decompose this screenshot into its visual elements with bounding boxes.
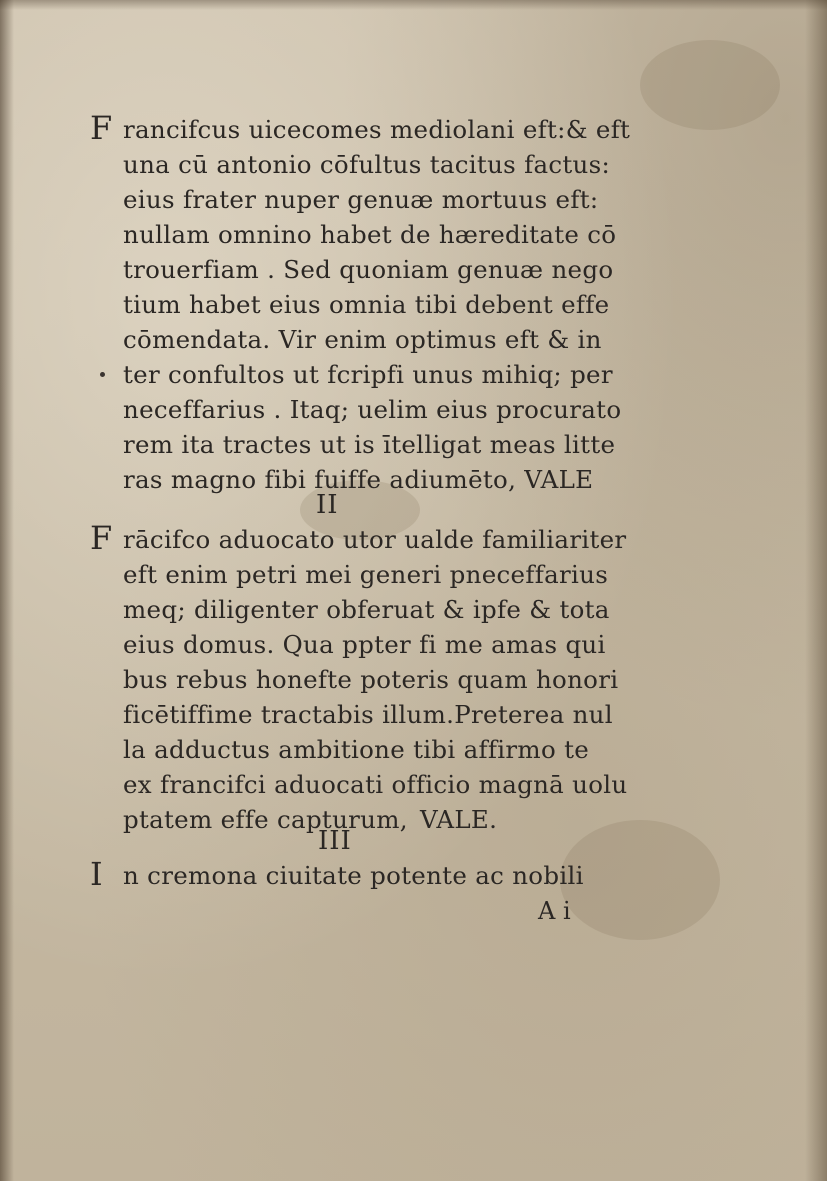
- text-line: tium habet eius omnia tibi debent effe: [123, 290, 610, 319]
- text-line: la adductus ambitione tibi affirmo te: [123, 735, 590, 764]
- text-line: ter confultos ut fcripfi unus mihiq; per: [123, 360, 613, 389]
- text-line: meq; diligenter obferuat & ipfe & tota: [123, 595, 610, 624]
- page-top-shadow: [0, 0, 827, 10]
- drop-initial: I: [90, 855, 103, 893]
- closing-vale: VALE.: [420, 805, 498, 834]
- letter-1: [90, 109, 650, 518]
- text-line: ras magno fibi fuiffe adiumēto, VALE: [123, 465, 594, 494]
- text-line: eius frater nuper genuæ mortuus eft:: [123, 185, 599, 214]
- text-line: ptatem effe capturum,: [123, 805, 408, 834]
- section-numeral: III: [318, 826, 352, 856]
- text-line: eft enim petri mei generi pneceffarius: [123, 560, 609, 589]
- text-line: bus rebus honefte poteris quam honori: [123, 665, 619, 694]
- text-line: ficētiffime tractabis illum.Preterea nul: [123, 700, 613, 729]
- paper-stain: [640, 40, 780, 130]
- ink-mark: [100, 372, 105, 377]
- page-right-shadow: [805, 0, 827, 1181]
- text-line: n cremona ciuitate potente ac nobili: [123, 861, 584, 890]
- drop-initial: F: [90, 519, 113, 557]
- signature-mark: A i: [538, 897, 571, 925]
- text-line: cōmendata. Vir enim optimus eft & in: [123, 325, 602, 354]
- text-line: rem ita tractes ut is ītelligat meas litte: [123, 430, 616, 459]
- text-line: ex francifci aduocati officio magnā uolu: [123, 770, 628, 799]
- text-line: eius domus. Qua ppter fi me amas qui: [123, 630, 606, 659]
- text-line: neceffarius . Itaq; uelim eius procurato: [123, 395, 622, 424]
- text-line: nullam omnino habet de hæreditate cō: [123, 220, 617, 249]
- text-line: trouerfiam . Sed quoniam genuæ nego: [123, 255, 614, 284]
- drop-initial: F: [90, 109, 113, 147]
- text-line: una cū antonio cōfultus tacitus factus:: [123, 150, 611, 179]
- letter-2: [90, 519, 650, 834]
- section-numeral: II: [316, 490, 339, 520]
- text-line: rancifcus uicecomes mediolani eft:& eft: [123, 115, 631, 144]
- text-line: rācifco aduocato utor ualde familiariter: [123, 525, 627, 554]
- page-left-shadow: [0, 0, 14, 1181]
